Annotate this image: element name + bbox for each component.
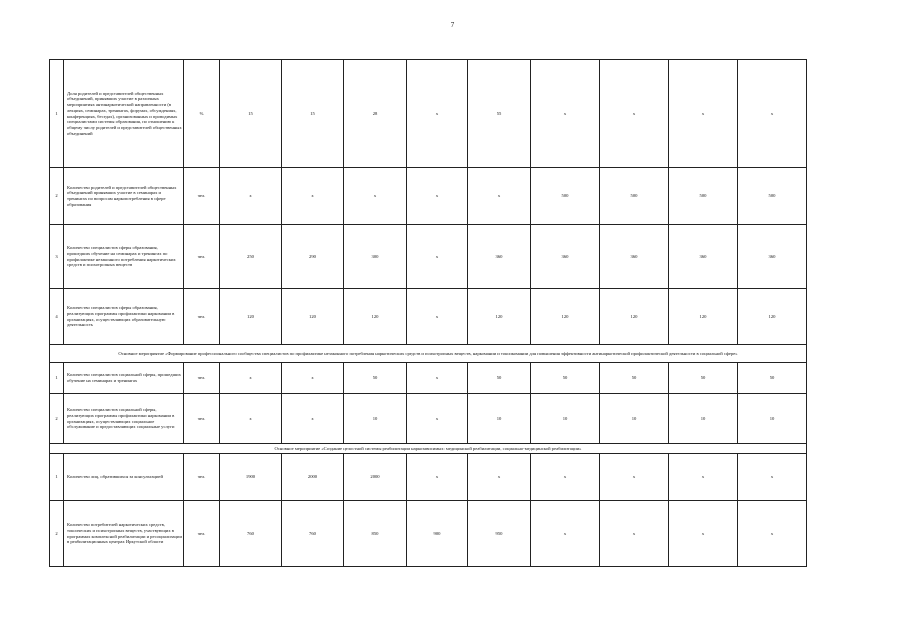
value-cell: x <box>531 60 600 168</box>
value-cell: 10 <box>468 394 531 444</box>
value-cell: 360 <box>531 225 600 289</box>
value-cell: 15 <box>220 60 282 168</box>
value-cell: x <box>669 501 738 567</box>
section-title: Основное мероприятие «Создание целостной системы реабилитации наркозависимых: медицинской реабилитации, социально-медицинской реабилитации» <box>50 444 807 454</box>
value-cell: 120 <box>738 289 807 345</box>
row-number: 1 <box>50 363 64 394</box>
value-cell: 290 <box>282 225 344 289</box>
value-cell: 120 <box>220 289 282 345</box>
value-cell: x <box>468 454 531 501</box>
value-cell: x <box>407 168 468 225</box>
indicator-name: Количество лиц, обратившихся за консультацией <box>64 454 184 501</box>
value-cell: x <box>407 363 468 394</box>
indicator-name: Количество специалистов социальной сферы, прошедших обучение на семинарах и тренингах <box>64 363 184 394</box>
value-cell: x <box>669 454 738 501</box>
value-cell: 28 <box>344 60 407 168</box>
value-cell: x <box>600 501 669 567</box>
value-cell: 2000 <box>344 454 407 501</box>
value-cell: 10 <box>531 394 600 444</box>
value-cell: x <box>344 168 407 225</box>
value-cell: 1900 <box>220 454 282 501</box>
value-cell: 300 <box>344 225 407 289</box>
value-cell: 120 <box>468 289 531 345</box>
indicator-name: Количество специалистов социальной сферы, реализующих программы профилактики наркомании в организациях, осуществляющих социальное обслуживание и предоставляющих социальные услуги <box>64 394 184 444</box>
value-cell: 250 <box>220 225 282 289</box>
value-cell: 10 <box>600 394 669 444</box>
table-row <box>50 501 807 567</box>
value-cell: 10 <box>669 394 738 444</box>
table-row <box>50 454 807 501</box>
row-number: 3 <box>50 225 64 289</box>
section-title: Основное мероприятие «Формирование профессионального сообщества специалистов по профилактике незаконного потребления наркотических средств и психотропных веществ, наркомании и токсикомании для повышения эффективности антинаркотической профилактической деятельности в социальной сфере» <box>50 345 807 363</box>
row-number: 2 <box>50 501 64 567</box>
value-cell: x <box>531 454 600 501</box>
table-row <box>50 289 807 345</box>
value-cell: 50 <box>531 363 600 394</box>
row-number: 2 <box>50 168 64 225</box>
row-number: 1 <box>50 454 64 501</box>
value-cell: x <box>468 168 531 225</box>
value-cell: 2000 <box>282 454 344 501</box>
value-cell: 55 <box>468 60 531 168</box>
value-cell: 120 <box>282 289 344 345</box>
value-cell: x <box>407 454 468 501</box>
table-row <box>50 60 807 168</box>
value-cell: 360 <box>600 225 669 289</box>
value-cell: 360 <box>738 225 807 289</box>
value-cell: 760 <box>282 501 344 567</box>
value-cell: x <box>600 60 669 168</box>
value-cell: 120 <box>669 289 738 345</box>
table-row <box>50 363 807 394</box>
unit-cell: чел. <box>184 394 220 444</box>
value-cell: x <box>282 363 344 394</box>
unit-cell: чел. <box>184 363 220 394</box>
value-cell: x <box>220 168 282 225</box>
value-cell: x <box>407 289 468 345</box>
indicators-table <box>49 59 807 567</box>
value-cell: x <box>407 60 468 168</box>
value-cell: x <box>738 60 807 168</box>
unit-cell: чел. <box>184 225 220 289</box>
value-cell: x <box>669 60 738 168</box>
value-cell: 850 <box>344 501 407 567</box>
table-row <box>50 394 807 444</box>
value-cell: x <box>738 454 807 501</box>
indicator-name: Количество родителей и представителей общественных объединений принявших участие в семинарах и тренингах по вопросам наркопотребления в сфере образования <box>64 168 184 225</box>
value-cell: 50 <box>344 363 407 394</box>
value-cell: 120 <box>531 289 600 345</box>
value-cell: x <box>738 501 807 567</box>
indicator-name: Доля родителей и представителей общественных объединений, принявших участие в различных мероприятиях антинаркотической направленности (в лекциях, семинарах, тренингах, форумах, обсуждениях, конференциях, беседах), организованных и проводимых специалистами системы образования, по отношению к общему числу родителей и представителей общественных объединений <box>64 60 184 168</box>
value-cell: 950 <box>468 501 531 567</box>
indicator-name: Количество специалистов сферы образования, прошедших обучение на семинарах и тренингах по профилактике незаконного потребления наркотических средств и психотропных веществ <box>64 225 184 289</box>
unit-cell: чел. <box>184 168 220 225</box>
unit-cell: чел. <box>184 454 220 501</box>
value-cell: 360 <box>468 225 531 289</box>
value-cell: 10 <box>344 394 407 444</box>
value-cell: x <box>282 394 344 444</box>
value-cell: 500 <box>669 168 738 225</box>
row-number: 2 <box>50 394 64 444</box>
section-header-row <box>50 345 807 363</box>
value-cell: 50 <box>738 363 807 394</box>
unit-cell: чел. <box>184 501 220 567</box>
value-cell: 50 <box>669 363 738 394</box>
value-cell: x <box>282 168 344 225</box>
value-cell: 500 <box>738 168 807 225</box>
value-cell: 760 <box>220 501 282 567</box>
row-number: 1 <box>50 60 64 168</box>
value-cell: x <box>220 363 282 394</box>
value-cell: 500 <box>600 168 669 225</box>
value-cell: 120 <box>344 289 407 345</box>
unit-cell: чел. <box>184 289 220 345</box>
value-cell: 500 <box>531 168 600 225</box>
row-number: 4 <box>50 289 64 345</box>
table-row <box>50 168 807 225</box>
value-cell: 15 <box>282 60 344 168</box>
section-header-row <box>50 444 807 454</box>
value-cell: 50 <box>468 363 531 394</box>
value-cell: x <box>407 394 468 444</box>
unit-cell: % <box>184 60 220 168</box>
value-cell: x <box>407 225 468 289</box>
table-row <box>50 225 807 289</box>
value-cell: 50 <box>600 363 669 394</box>
value-cell: x <box>600 454 669 501</box>
value-cell: 900 <box>407 501 468 567</box>
value-cell: x <box>220 394 282 444</box>
value-cell: 120 <box>600 289 669 345</box>
indicator-name: Количество специалистов сферы образования, реализующих программы профилактики наркомании в организациях, осуществляющих образовательную деятельность <box>64 289 184 345</box>
value-cell: 10 <box>738 394 807 444</box>
page-number: 7 <box>450 21 455 29</box>
value-cell: 360 <box>669 225 738 289</box>
value-cell: x <box>531 501 600 567</box>
indicator-name: Количество потребителей наркотических средств, токсических и психотропных веществ, участвующих в программах комплексной реабилитации и ресоциализации в реабилитационных центрах Иркутской области <box>64 501 184 567</box>
